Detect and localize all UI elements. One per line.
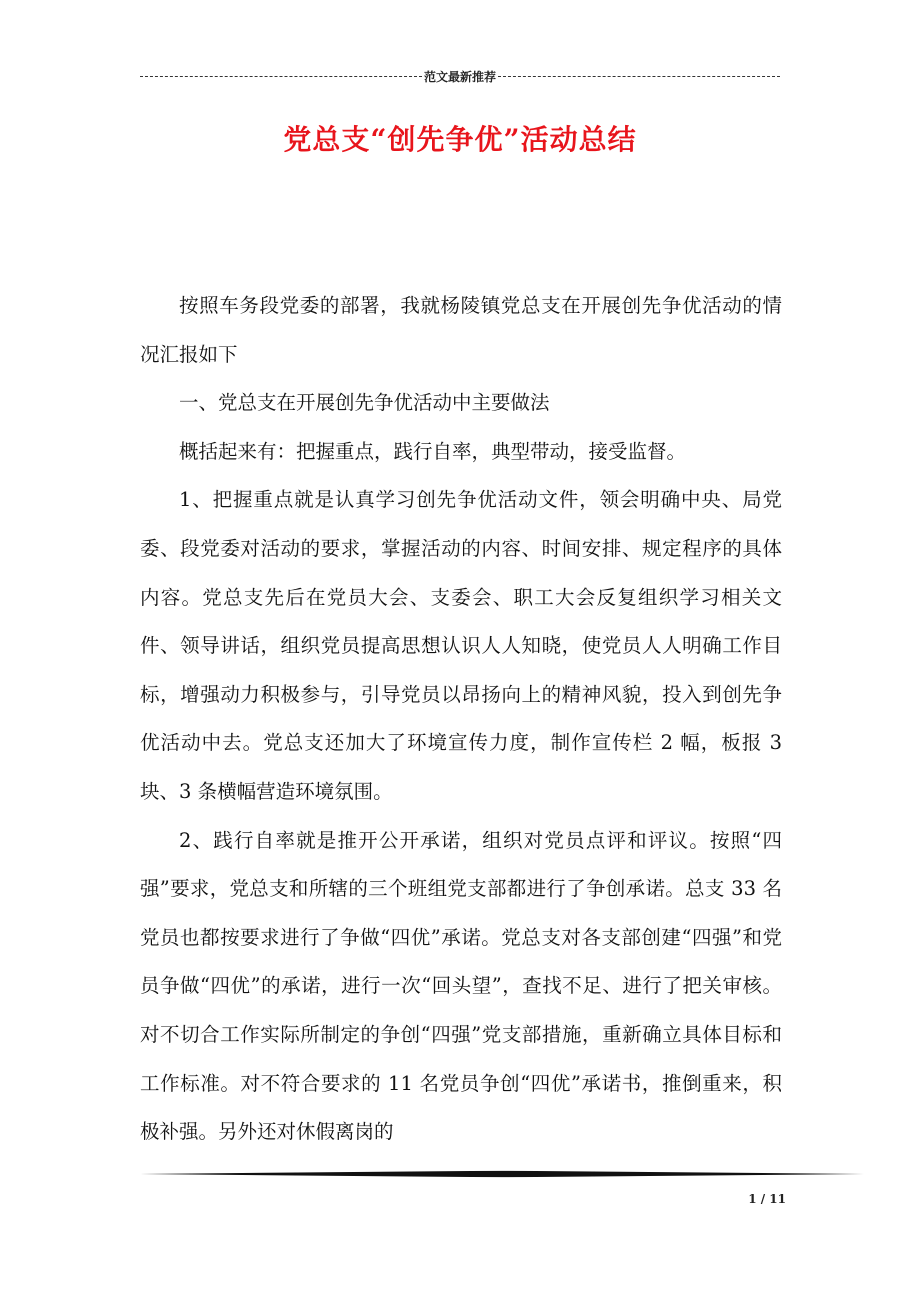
header-label: 范文最新推荐 xyxy=(424,69,497,84)
paragraph-summary: 概括起来有：把握重点，践行自率，典型带动，接受监督。 xyxy=(179,439,687,463)
document-body xyxy=(140,282,782,1157)
header-dash-right xyxy=(498,76,780,77)
paragraph-point-1: 1、把握重点就是认真学习创先争优活动文件，领会明确中央、局党委、段党委对活动的要求，掌握活动的内容、时间安排、规定程序的具体内容。党总支先后在党员大会、支委会、职工大会反复组织学习相关文件、领导讲话，组织党员提高思想认识人人知晓，使党员人人明确工作目标，增强动力积极参与，引导党员以昂扬向上的精神风貌，投入到创先争优活动中去。党总支还加大了环境宣传力度，制作宣传栏 2 幅，板报 3 块、3 条横幅营造环境氛围。 xyxy=(140,488,782,803)
document-title: 党总支“创先争优”活动总结 xyxy=(283,123,637,156)
paragraph-section-heading: 一、党总支在开展创先争优活动中主要做法 xyxy=(179,391,550,415)
page-number: 1 / 11 xyxy=(748,1192,786,1206)
page-header xyxy=(140,66,780,86)
paragraph-point-2: 2、践行自率就是推开公开承诺，组织对党员点评和评议。按照“四强”要求，党总支和所辖的三个班组党支部都进行了争创承诺。总支 33 名党员也都按要求进行了争做“四优”承诺。党总支对各支部创建“四强”和党员争做“四优”的承诺，进行一次“回头望”，查找不足、进行了把关审核。对不切合工作实际所制定的争创“四强”党支部措施，重新确立具体目标和工作标准。对不符合要求的 11 名党员争创“四优”承诺书，推倒重来，积极补强。另外还对休假离岗的 xyxy=(140,828,782,1144)
header-dash-left xyxy=(140,76,422,77)
paragraph-intro: 按照车务段党委的部署，我就杨陵镇党总支在开展创先争优活动的情况汇报如下 xyxy=(140,294,782,366)
footer-rule xyxy=(140,1170,864,1178)
